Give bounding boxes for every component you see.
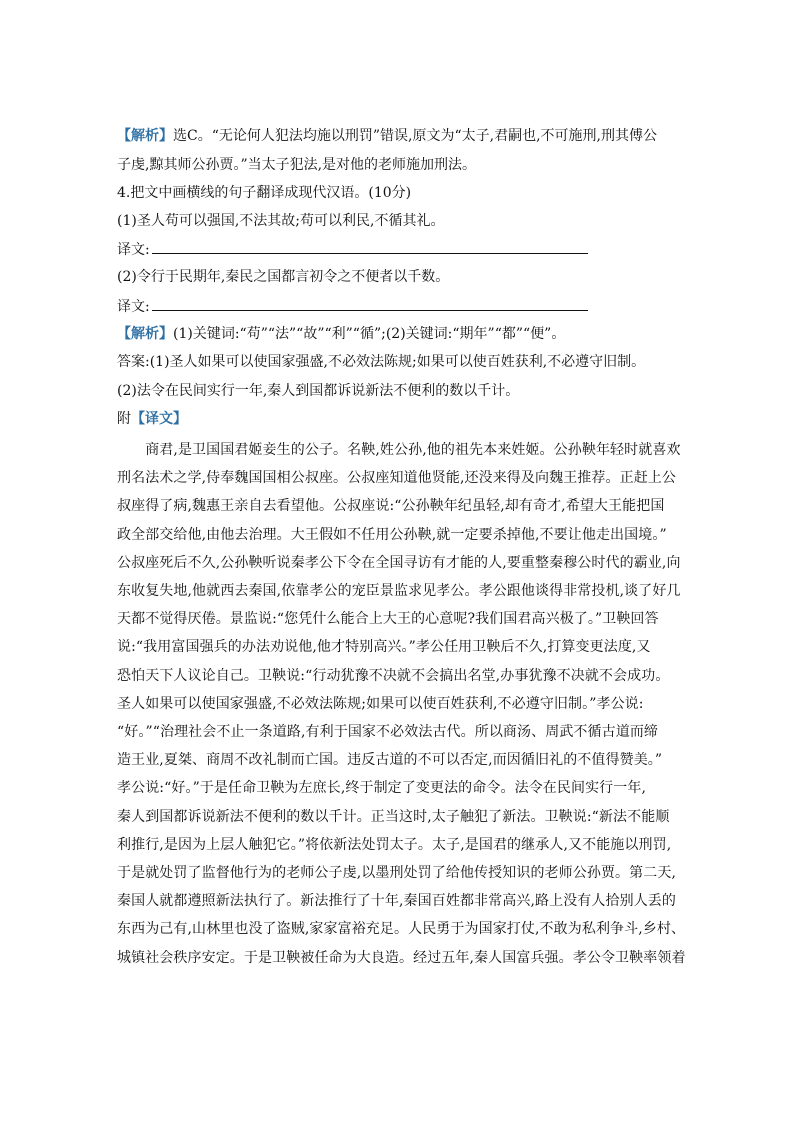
answer-line-1 — [117, 239, 677, 260]
translation-line: 造王业,夏桀、商周不改礼制而亡国。违反古道的不可以否定,而因循旧礼的不值得赞美。” — [117, 752, 663, 768]
answer-line-2 — [117, 296, 677, 317]
answer-label: 译文: — [117, 299, 150, 315]
answer-text-1: 答案:(1)圣人如果可以使国家强盛,不必效法陈规;如果可以使百姓获利,不必遵守旧制。 — [117, 354, 646, 370]
answer-blank-1 — [152, 239, 588, 254]
appendix-heading — [117, 409, 677, 429]
translation-line: 刑名法术之学,侍奉魏国国相公叔座。公叔座知道他贤能,还没来得及向魏王推荐。正赶上公 — [117, 470, 676, 486]
translation-line: 商君,是卫国国君姬妾生的公子。名鞅,姓公孙,他的祖先本来姓姬。公孙鞅年轻时就喜欢 — [117, 442, 681, 458]
translation-tag: 【译文】 — [131, 411, 187, 427]
translation-line: 天都不觉得厌倦。景监说:“您凭什么能合上大王的心意呢?我们国君高兴极了。”卫鞅回答 — [117, 611, 659, 627]
translation-line: 恐怕天下人议论自己。卫鞅说:“行动犹豫不决就不会搞出名堂,办事犹豫不决就不会成功。 — [117, 668, 670, 684]
question-title: 4.把文中画横线的句子翻译成现代汉语。(10分) — [117, 185, 412, 201]
analysis-keywords-line — [117, 324, 677, 344]
analysis-text: 选C。“无论何人犯法均施以刑罚”错误,原文为“太子,君嗣也,不可施刑,刑其傅公 — [173, 128, 657, 144]
translation-line: 东西为己有,山林里也没了盗贼,家家富裕充足。人民勇于为国家打仗,不敢为私利争斗,乡村、 — [117, 921, 686, 937]
translation-line: 叔座得了病,魏惠王亲自去看望他。公叔座说:“公孙鞅年纪虽轻,却有奇才,希望大王能把国 — [117, 498, 665, 514]
answer-text-2: (2)法令在民间实行一年,秦人到国都诉说新法不便利的数以千计。 — [117, 383, 520, 399]
translation-line: 公叔座死后不久,公孙鞅听说秦孝公下令在全国寻访有才能的人,要重整秦穆公时代的霸业,向 — [117, 555, 681, 571]
translation-line: 圣人如果可以使国家强盛,不必效法陈规;如果可以使百姓获利,不必遵守旧制。”孝公说: — [117, 696, 644, 712]
keywords-text: (1)关键词:“苟”“法”“故”“利”“循”;(2)关键词:“期年”“都”“便”。 — [173, 326, 566, 342]
translation-line: 政全部交给他,由他去治理。大王假如不任用公孙鞅,就一定要杀掉他,不要让他走出国境。” — [117, 527, 667, 543]
translation-line: 孝公说:“好。”于是任命卫鞅为左庶长,终于制定了变更法的命令。法令在民间实行一年, — [117, 780, 647, 796]
translation-line: 于是就处罚了监督他行为的老师公子虔,以墨刑处罚了给他传授知识的老师公孙贾。第二天, — [117, 865, 676, 881]
translation-line: 城镇社会秩序安定。于是卫鞅被任命为大良造。经过五年,秦人国富兵强。孝公令卫鞅率领着 — [117, 950, 686, 966]
analysis-line-1 — [117, 126, 677, 146]
analysis-tag: 【解析】 — [117, 326, 173, 342]
analysis-tag: 【解析】 — [117, 128, 173, 144]
answer-blank-2 — [152, 296, 588, 311]
question-item-1: (1)圣人苟可以强国,不法其故;苟可以利民,不循其礼。 — [117, 213, 445, 229]
translation-line: 秦人到国都诉说新法不便利的数以千计。正当这时,太子触犯了新法。卫鞅说:“新法不能顺 — [117, 809, 670, 825]
translation-line: 东收复失地,他就西去秦国,依靠孝公的宠臣景监求见孝公。孝公跟他谈得非常投机,谈了好几 — [117, 583, 681, 599]
question-item-2: (2)令行于民期年,秦民之国都言初令之不便者以千数。 — [117, 269, 450, 285]
translation-line: “好。”“治理社会不止一条道路,有利于国家不必效法古代。所以商汤、周武不循古道而缔 — [117, 724, 659, 740]
answer-label: 译文: — [117, 242, 150, 258]
appendix-prefix: 附 — [117, 411, 131, 427]
translation-line: 利推行,是因为上层人触犯它。”将依新法处罚太子。太子,是国君的继承人,又不能施以刑罚, — [117, 837, 672, 853]
translation-line: 说:“我用富国强兵的办法劝说他,他才特别高兴。”孝公任用卫鞅后不久,打算变更法度,又 — [117, 639, 651, 655]
analysis-line-2: 子虔,黥其师公孙贾。”当太子犯法,是对他的老师施加刑法。 — [117, 157, 477, 173]
translation-line: 秦国人就都遵照新法执行了。新法推行了十年,秦国百姓都非常高兴,路上没有人拾别人丢的 — [117, 893, 676, 909]
